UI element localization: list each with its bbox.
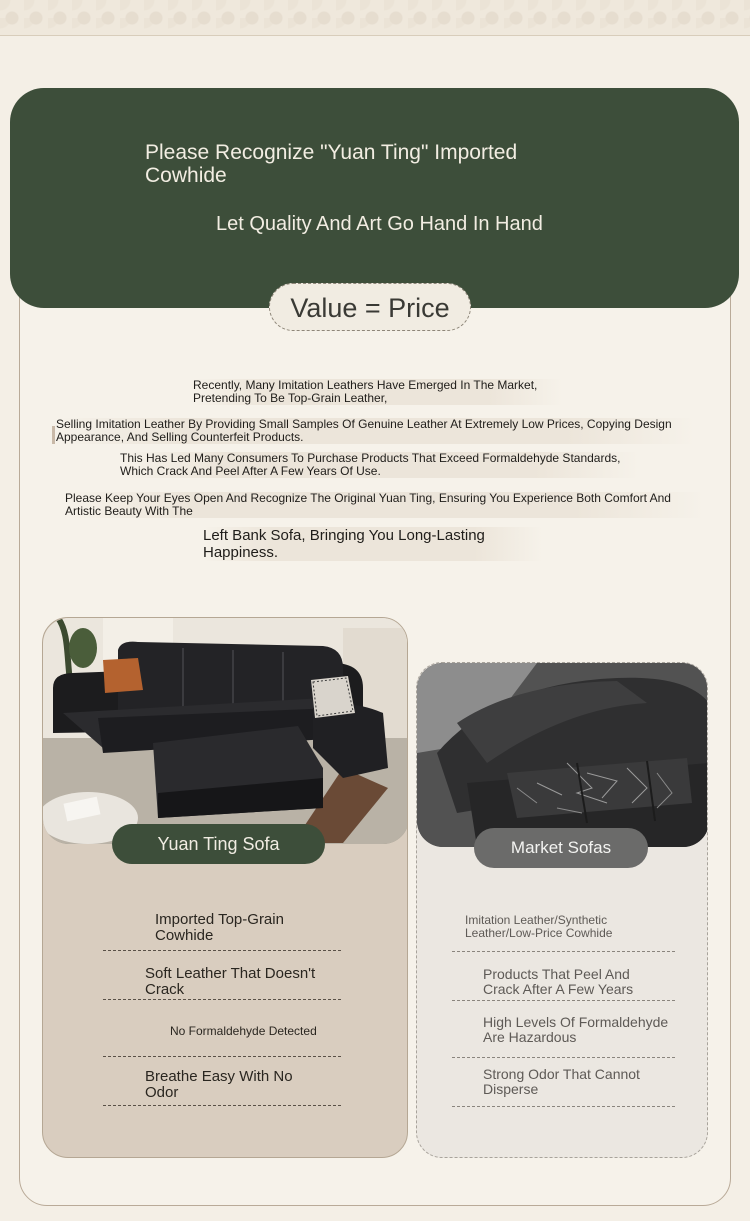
right-feature-1: Imitation Leather/Synthetic Leather/Low-Price Cowhide xyxy=(465,913,613,940)
divider xyxy=(103,950,341,951)
hero-banner xyxy=(10,88,739,308)
yuan-ting-sofa-label: Yuan Ting Sofa xyxy=(112,824,325,864)
divider xyxy=(103,999,341,1000)
yuan-ting-sofa-image xyxy=(43,618,408,844)
intro-paragraph-1: Recently, Many Imitation Leathers Have Emerged In The Market, Pretending To Be Top-Grain Leather, xyxy=(193,379,563,405)
hero-title: Please Recognize "Yuan Ting" Imported Cowhide xyxy=(145,141,518,187)
divider xyxy=(452,951,675,952)
market-sofa-image xyxy=(417,663,708,847)
intro-paragraph-4: Please Keep Your Eyes Open And Recognize The Original Yuan Ting, Ensuring You Experience Both Comfort And Artistic Beauty With The xyxy=(65,492,705,518)
market-sofas-label: Market Sofas xyxy=(474,828,648,868)
divider xyxy=(452,1106,675,1107)
left-feature-2: Soft Leather That Doesn't Crack xyxy=(145,965,316,998)
intro-paragraph-5: Left Bank Sofa, Bringing You Long-Lasting Happiness. xyxy=(203,527,543,561)
right-feature-4: Strong Odor That Cannot Disperse xyxy=(483,1066,640,1097)
divider xyxy=(452,1057,675,1058)
accent-bar xyxy=(52,426,55,444)
left-feature-4: Breathe Easy With No Odor xyxy=(145,1068,293,1101)
value-price-badge: Value = Price xyxy=(269,283,471,331)
decorative-top-border xyxy=(0,0,750,36)
left-feature-3: No Formaldehyde Detected xyxy=(170,1024,317,1038)
divider xyxy=(452,1000,675,1001)
right-feature-3: High Levels Of Formaldehyde Are Hazardous xyxy=(483,1014,669,1045)
divider xyxy=(103,1105,341,1106)
right-feature-2: Products That Peel And Crack After A Few Years xyxy=(483,966,634,997)
divider xyxy=(103,1056,341,1057)
intro-paragraph-2: Selling Imitation Leather By Providing Small Samples Of Genuine Leather At Extremely Low Prices, Copying Design Appearance, And Selling Counterfeit Products. xyxy=(56,418,696,444)
intro-paragraph-3: This Has Led Many Consumers To Purchase Products That Exceed Formaldehyde Standards, Which Crack And Peel After A Few Years Of Use. xyxy=(120,452,640,478)
hero-subtitle: Let Quality And Art Go Hand In Hand xyxy=(216,213,543,235)
left-feature-1: Imported Top-Grain Cowhide xyxy=(155,911,284,944)
